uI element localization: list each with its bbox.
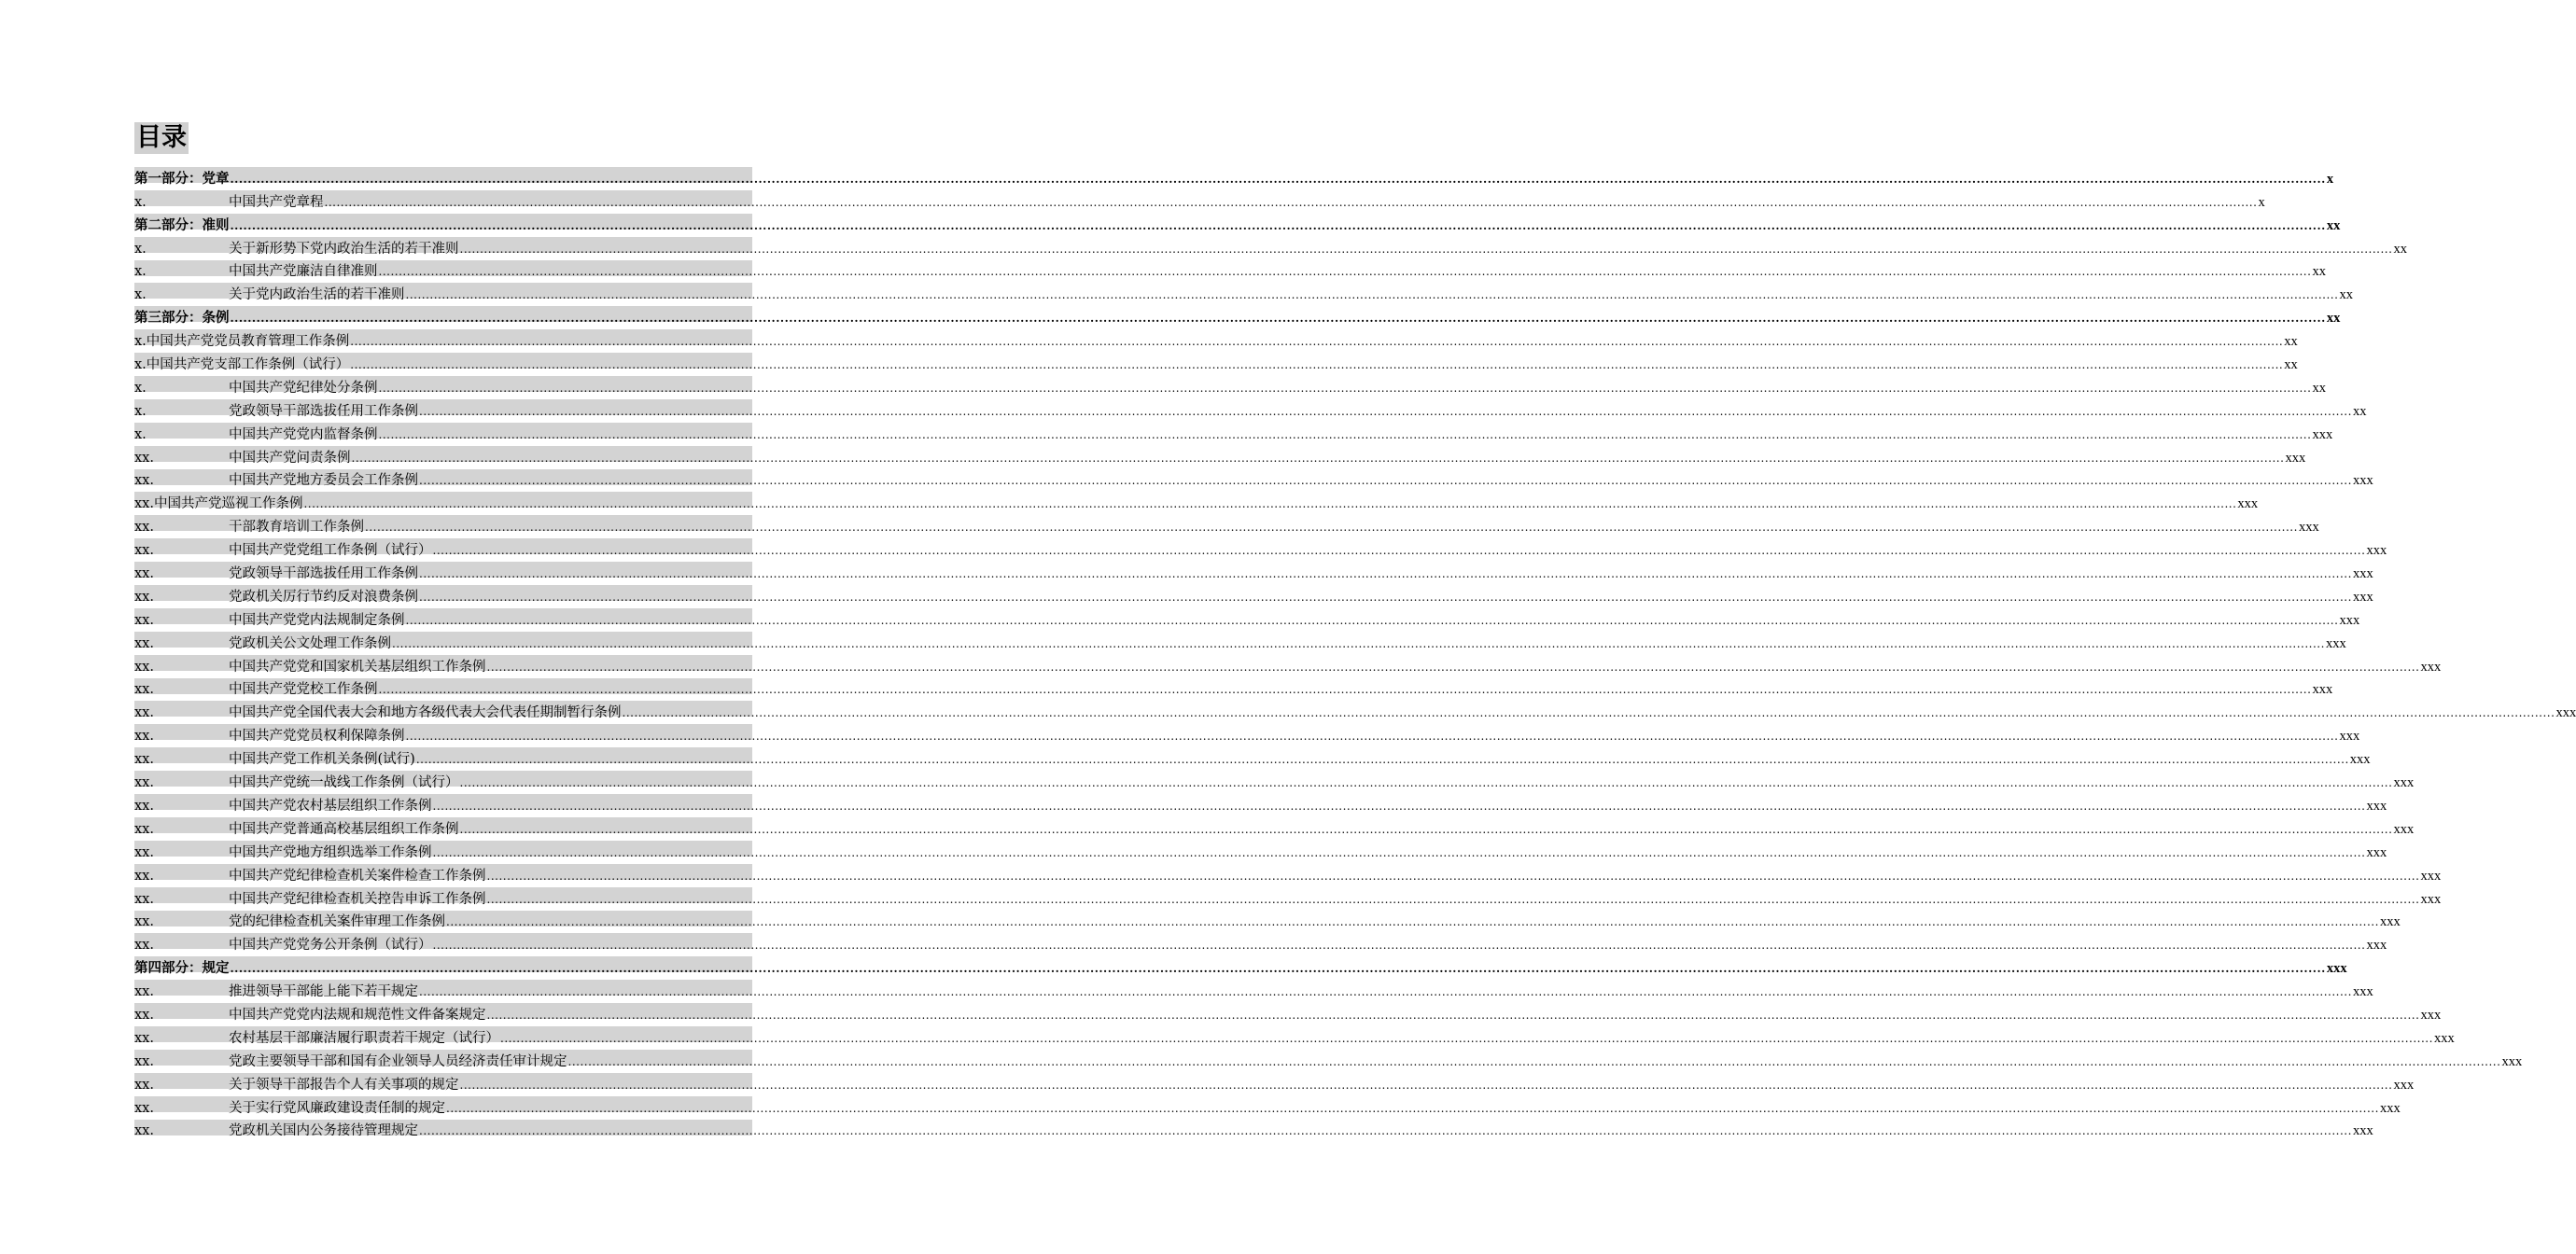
toc-entry-row[interactable] (134, 373, 2326, 397)
dot-leader: ................................................................................................................................................................................................................................................................................................................................................................................................................................................................................................ (419, 985, 2352, 999)
toc-entry-row[interactable] (134, 327, 2298, 350)
toc-entry-number: xx. (134, 473, 154, 489)
toc-entry-number: xx. (134, 1077, 154, 1093)
toc-page-number: xxx (2433, 1030, 2455, 1046)
dot-leader: ................................................................................................................................................................................................................................................................................................................................................................................................................................................................................................ (419, 404, 2352, 418)
toc-entry-label: 中国共产党普通高校基层组织工作条例 (229, 821, 459, 837)
toc-entry-label: 中国共产党党内法规和规范性文件备案规定 (229, 1007, 486, 1023)
toc-section-row[interactable] (134, 164, 2334, 188)
toc-page-number: xxx (2285, 450, 2306, 466)
toc-page-number: xxx (2237, 496, 2259, 512)
dot-leader: ................................................................................................................................................................................................................................................................................................................................................................................................................................................................................................ (432, 939, 2366, 953)
toc-entry-number: xx. (134, 891, 154, 907)
dot-leader: ................................................................................................................................................................................................................................................................................................................................................................................................................................................................................................ (405, 288, 2339, 302)
toc-entry-number: xx. (134, 520, 154, 536)
dot-leader: ................................................................................................................................................................................................................................................................................................................................................................................................................................................................................................ (350, 358, 2284, 372)
toc-entry-row[interactable] (134, 815, 2415, 838)
toc-entry-row[interactable] (134, 930, 2387, 954)
toc-entry-label: 党的纪律检查机关案件审理工作条例 (229, 914, 445, 930)
dot-leader: ................................................................................................................................................................................................................................................................................................................................................................................................................................................................................................ (432, 544, 2366, 558)
toc-entry-row[interactable] (134, 188, 2265, 211)
toc-section-label: 第一部分：党章 (134, 170, 230, 187)
toc-entry-number: xx. (134, 543, 154, 559)
toc-entry-row[interactable] (134, 629, 2346, 652)
toc-entry-label: 中国共产党支部工作条例（试行） (146, 357, 350, 373)
toc-entry-number: x. (134, 334, 147, 350)
toc-entry-label: 中国共产党巡视工作条例 (153, 496, 303, 512)
toc-entry-label: 干部教育培训工作条例 (229, 520, 364, 536)
toc-entry-row[interactable] (134, 1117, 2373, 1140)
toc-page-number: xx (2326, 217, 2341, 233)
toc-entry-number: xx. (134, 821, 154, 837)
toc-page-number: xx (2284, 357, 2298, 373)
toc-entry-number: xx. (134, 566, 154, 582)
toc-entry-label: 中国共产党党内法规制定条例 (229, 612, 405, 628)
dot-leader: ................................................................................................................................................................................................................................................................................................................................................................................................................................................................................................ (230, 172, 2326, 186)
dot-leader: ................................................................................................................................................................................................................................................................................................................................................................................................................................................................................................ (486, 869, 2420, 883)
toc-entry-row[interactable] (134, 397, 2367, 420)
toc-entry-label: 党政机关国内公务接待管理规定 (229, 1123, 418, 1139)
dot-leader: ................................................................................................................................................................................................................................................................................................................................................................................................................................................................................................ (446, 915, 2379, 929)
dot-leader: ................................................................................................................................................................................................................................................................................................................................................................................................................................................................................................ (459, 242, 2393, 256)
toc-page-number: xx (2284, 334, 2298, 350)
toc-entry-label: 中国共产党纪律检查机关控告申诉工作条例 (229, 891, 486, 907)
toc-entry-number: xx. (134, 984, 154, 1000)
toc-page-number: xxx (2393, 775, 2415, 791)
toc-page-number: xxx (2339, 729, 2360, 745)
dot-leader: ................................................................................................................................................................................................................................................................................................................................................................................................................................................................................................ (486, 892, 2420, 906)
dot-leader: ................................................................................................................................................................................................................................................................................................................................................................................................................................................................................................ (459, 822, 2393, 836)
toc-entry-row[interactable] (134, 350, 2298, 373)
toc-page-number: xxx (2325, 635, 2346, 651)
toc-entry-row[interactable] (134, 652, 2442, 676)
toc-page-number: xxx (2352, 473, 2373, 489)
toc-entry-label: 中国共产党地方委员会工作条例 (229, 473, 418, 489)
toc-entry-row[interactable] (134, 559, 2373, 582)
toc-entry-label: 中国共产党党内监督条例 (229, 426, 378, 442)
dot-leader: ................................................................................................................................................................................................................................................................................................................................................................................................................................................................................................ (419, 1124, 2352, 1138)
table-of-contents (134, 164, 2576, 1139)
toc-page-number: xxx (2349, 752, 2371, 768)
toc-section-label: 第二部分：准则 (134, 216, 230, 233)
dot-leader: ................................................................................................................................................................................................................................................................................................................................................................................................................................................................................................ (415, 753, 2349, 767)
toc-page-number: xxx (2312, 426, 2333, 442)
toc-page-number: xxx (2298, 520, 2319, 536)
dot-leader: ................................................................................................................................................................................................................................................................................................................................................................................................................................................................................................ (459, 1078, 2393, 1092)
toc-entry-label: 党政领导干部选拔任用工作条例 (229, 403, 418, 419)
toc-entry-number: xx. (134, 659, 154, 675)
toc-entry-label: 中国共产党党务公开条例（试行） (229, 938, 432, 954)
dot-leader: ................................................................................................................................................................................................................................................................................................................................................................................................................................................................................................ (230, 218, 2326, 232)
toc-entry-label: 关于领导干部报告个人有关事项的规定 (229, 1077, 459, 1093)
toc-entry-row[interactable] (134, 489, 2259, 512)
toc-entry-row[interactable] (134, 721, 2360, 745)
toc-entry-number: xx. (134, 729, 154, 745)
toc-entry-number: x. (134, 426, 147, 442)
dot-leader: ................................................................................................................................................................................................................................................................................................................................................................................................................................................................................................ (324, 195, 2258, 209)
toc-entry-row[interactable] (134, 791, 2387, 815)
toc-page-number: xxx (2366, 844, 2387, 860)
dot-leader: ................................................................................................................................................................................................................................................................................................................................................................................................................................................................................................ (230, 312, 2326, 326)
toc-entry-number: xx. (134, 1030, 154, 1046)
toc-entry-number: xx. (134, 612, 154, 628)
toc-entry-label: 中国共产党全国代表大会和地方各级代表大会代表任期制暂行条例 (229, 705, 622, 721)
dot-leader: ................................................................................................................................................................................................................................................................................................................................................................................................................................................................................................ (622, 706, 2555, 720)
dot-leader: ................................................................................................................................................................................................................................................................................................................................................................................................................................................................................................ (446, 1101, 2379, 1115)
toc-entry-label: 中国共产党纪律检查机关案件检查工作条例 (229, 868, 486, 884)
toc-entry-number: xx. (134, 496, 154, 512)
toc-entry-label: 中国共产党章程 (229, 194, 324, 210)
toc-entry-label: 中国共产党农村基层组织工作条例 (229, 798, 432, 814)
dot-leader: ................................................................................................................................................................................................................................................................................................................................................................................................................................................................................................ (392, 636, 2325, 650)
toc-entry-number: x. (134, 194, 147, 210)
toc-entry-label: 推进领导干部能上能下若干规定 (229, 984, 418, 1000)
dot-leader: ................................................................................................................................................................................................................................................................................................................................................................................................................................................................................................ (419, 567, 2352, 581)
toc-entry-label: 中国共产党党组工作条例（试行） (229, 543, 432, 559)
toc-entry-number: xx. (134, 775, 154, 791)
toc-page-number: xx (2312, 380, 2326, 396)
toc-page-number: xx (2352, 403, 2367, 419)
toc-entry-row[interactable] (134, 1000, 2442, 1024)
toc-entry-row[interactable] (134, 885, 2442, 908)
toc-entry-label: 中国共产党廉洁自律准则 (229, 264, 378, 280)
toc-entry-number: xx. (134, 682, 154, 698)
dot-leader: ................................................................................................................................................................................................................................................................................................................................................................................................................................................................................................ (303, 497, 2237, 511)
toc-entry-row[interactable] (134, 1024, 2455, 1047)
toc-entry-number: x. (134, 241, 147, 257)
toc-section-row[interactable] (134, 211, 2341, 234)
dot-leader: ................................................................................................................................................................................................................................................................................................................................................................................................................................................................................................ (405, 613, 2339, 627)
toc-title: 目录 (136, 123, 187, 152)
dot-leader: ................................................................................................................................................................................................................................................................................................................................................................................................................................................................................................ (378, 427, 2312, 441)
dot-leader: ................................................................................................................................................................................................................................................................................................................................................................................................................................................................................................ (500, 1031, 2433, 1045)
toc-page-number: xxx (2420, 1007, 2442, 1023)
toc-entry-number: xx. (134, 705, 154, 721)
toc-page-number: xxx (2366, 798, 2387, 814)
toc-page-number: xx (2339, 287, 2353, 303)
toc-entry-number: x. (134, 287, 147, 303)
toc-page-number: xx (2393, 241, 2407, 257)
dot-leader: ................................................................................................................................................................................................................................................................................................................................................................................................................................................................................................ (459, 776, 2393, 790)
toc-entry-number: x. (134, 264, 147, 280)
toc-entry-label: 党政机关公文处理工作条例 (229, 635, 391, 651)
dot-leader: ................................................................................................................................................................................................................................................................................................................................................................................................................................................................................................ (378, 265, 2312, 279)
dot-leader: ................................................................................................................................................................................................................................................................................................................................................................................................................................................................................................ (365, 521, 2298, 535)
toc-entry-label: 关于党内政治生活的若干准则 (229, 287, 405, 303)
toc-page-number: xxx (2379, 1100, 2401, 1116)
toc-page-number: xxx (2312, 682, 2333, 698)
toc-page-number: xxx (2326, 961, 2347, 977)
toc-page-number: xxx (2352, 566, 2373, 582)
toc-page-number: x (2326, 171, 2334, 187)
toc-entry-row[interactable] (134, 420, 2333, 443)
dot-leader: ................................................................................................................................................................................................................................................................................................................................................................................................................................................................................................ (230, 962, 2326, 976)
dot-leader: ................................................................................................................................................................................................................................................................................................................................................................................................................................................................................................ (567, 1054, 2501, 1068)
toc-page-number: xx (2326, 311, 2341, 327)
toc-page-number: xxx (2420, 868, 2442, 884)
toc-page-number: xxx (2339, 612, 2360, 628)
toc-page-number: xxx (2366, 938, 2387, 954)
toc-entry-row[interactable] (134, 1070, 2415, 1094)
dot-leader: ................................................................................................................................................................................................................................................................................................................................................................................................................................................................................................ (378, 381, 2312, 395)
toc-entry-row[interactable] (134, 1094, 2401, 1117)
toc-entry-row[interactable] (134, 280, 2353, 303)
toc-entry-number: x. (134, 380, 147, 396)
dot-leader: ................................................................................................................................................................................................................................................................................................................................................................................................................................................................................................ (405, 730, 2339, 744)
toc-entry-label: 党政主要领导干部和国有企业领导人员经济责任审计规定 (229, 1053, 567, 1069)
toc-page-number: xxx (2352, 589, 2373, 605)
toc-entry-row[interactable] (134, 861, 2442, 885)
toc-entry-label: 关于实行党风廉政建设责任制的规定 (229, 1100, 445, 1116)
toc-entry-label: 中国共产党党和国家机关基层组织工作条例 (229, 659, 486, 675)
toc-entry-row[interactable] (134, 768, 2415, 791)
toc-page-number: xxx (2501, 1053, 2523, 1069)
toc-entry-label: 关于新形势下党内政治生活的若干准则 (229, 241, 459, 257)
toc-entry-label: 中国共产党地方组织选举工作条例 (229, 844, 432, 860)
toc-entry-number: x. (134, 403, 147, 419)
toc-section-label: 第四部分：规定 (134, 960, 230, 977)
toc-entry-number: xx. (134, 868, 154, 884)
dot-leader: ................................................................................................................................................................................................................................................................................................................................................................................................................................................................................................ (419, 474, 2352, 488)
toc-page-number: xxx (2352, 1123, 2373, 1139)
toc-page-number: xxx (2393, 821, 2415, 837)
toc-entry-row[interactable] (134, 698, 2576, 721)
toc-entry-row[interactable] (134, 258, 2326, 281)
toc-entry-number: xx. (134, 798, 154, 814)
toc-entry-row[interactable] (134, 745, 2371, 768)
toc-section-row[interactable] (134, 303, 2341, 327)
toc-entry-number: xx. (134, 589, 154, 605)
toc-entry-label: 中国共产党党校工作条例 (229, 682, 378, 698)
toc-entry-number: xx. (134, 1007, 154, 1023)
toc-page-number: xxx (2379, 914, 2401, 930)
toc-entry-number: xx. (134, 1053, 154, 1069)
toc-entry-number: xx. (134, 635, 154, 651)
dot-leader: ................................................................................................................................................................................................................................................................................................................................................................................................................................................................................................ (378, 683, 2312, 697)
toc-entry-label: 中国共产党统一战线工作条例（试行） (229, 775, 459, 791)
toc-entry-row[interactable] (134, 582, 2373, 606)
toc-entry-number: xx. (134, 450, 154, 466)
dot-leader: ................................................................................................................................................................................................................................................................................................................................................................................................................................................................................................ (419, 590, 2352, 604)
toc-page-number: xxx (2420, 891, 2442, 907)
toc-entry-number: xx. (134, 914, 154, 930)
toc-entry-row[interactable] (134, 676, 2333, 699)
toc-page-number: xxx (2366, 543, 2387, 559)
toc-entry-number: xx. (134, 938, 154, 954)
toc-entry-label: 中国共产党党员权利保障条例 (229, 729, 405, 745)
dot-leader: ................................................................................................................................................................................................................................................................................................................................................................................................................................................................................................ (486, 660, 2420, 674)
toc-entry-row[interactable] (134, 536, 2387, 559)
toc-entry-number: x. (134, 357, 147, 373)
toc-entry-row[interactable] (134, 908, 2401, 931)
toc-entry-row[interactable] (134, 838, 2387, 861)
toc-entry-number: xx. (134, 752, 154, 768)
toc-page-number: xxx (2352, 984, 2373, 1000)
toc-page-number: xxx (2393, 1077, 2415, 1093)
toc-entry-label: 党政领导干部选拔任用工作条例 (229, 566, 418, 582)
toc-entry-row[interactable] (134, 443, 2306, 467)
toc-page-number: xxx (2555, 705, 2576, 721)
toc-entry-label: 中国共产党党员教育管理工作条例 (146, 334, 350, 350)
toc-entry-row[interactable] (134, 977, 2373, 1000)
toc-section-row[interactable] (134, 954, 2347, 977)
toc-page-number: xxx (2420, 659, 2442, 675)
toc-entry-number: xx. (134, 1100, 154, 1116)
toc-entry-label: 党政机关厉行节约反对浪费条例 (229, 589, 418, 605)
toc-page-number: xx (2312, 264, 2326, 280)
dot-leader: ................................................................................................................................................................................................................................................................................................................................................................................................................................................................................................ (486, 1008, 2420, 1022)
toc-entry-label: 农村基层干部廉洁履行职责若干规定（试行） (229, 1030, 499, 1046)
toc-section-label: 第三部分：条例 (134, 310, 230, 327)
toc-entry-row[interactable] (134, 234, 2407, 258)
toc-page-number: x (2258, 194, 2265, 210)
dot-leader: ................................................................................................................................................................................................................................................................................................................................................................................................................................................................................................ (351, 451, 2285, 465)
toc-entry-number: xx. (134, 844, 154, 860)
dot-leader: ................................................................................................................................................................................................................................................................................................................................................................................................................................................................................................ (432, 799, 2366, 813)
toc-entry-label: 中国共产党问责条例 (229, 450, 351, 466)
toc-entry-row[interactable] (134, 512, 2319, 536)
dot-leader: ................................................................................................................................................................................................................................................................................................................................................................................................................................................................................................ (350, 335, 2284, 349)
toc-entry-label: 中国共产党工作机关条例(试行) (229, 752, 415, 768)
toc-entry-row[interactable] (134, 606, 2360, 629)
toc-entry-row[interactable] (134, 1047, 2523, 1070)
toc-entry-number: xx. (134, 1123, 154, 1139)
toc-entry-label: 中国共产党纪律处分条例 (229, 380, 378, 396)
dot-leader: ................................................................................................................................................................................................................................................................................................................................................................................................................................................................................................ (432, 845, 2366, 859)
toc-entry-row[interactable] (134, 467, 2373, 490)
